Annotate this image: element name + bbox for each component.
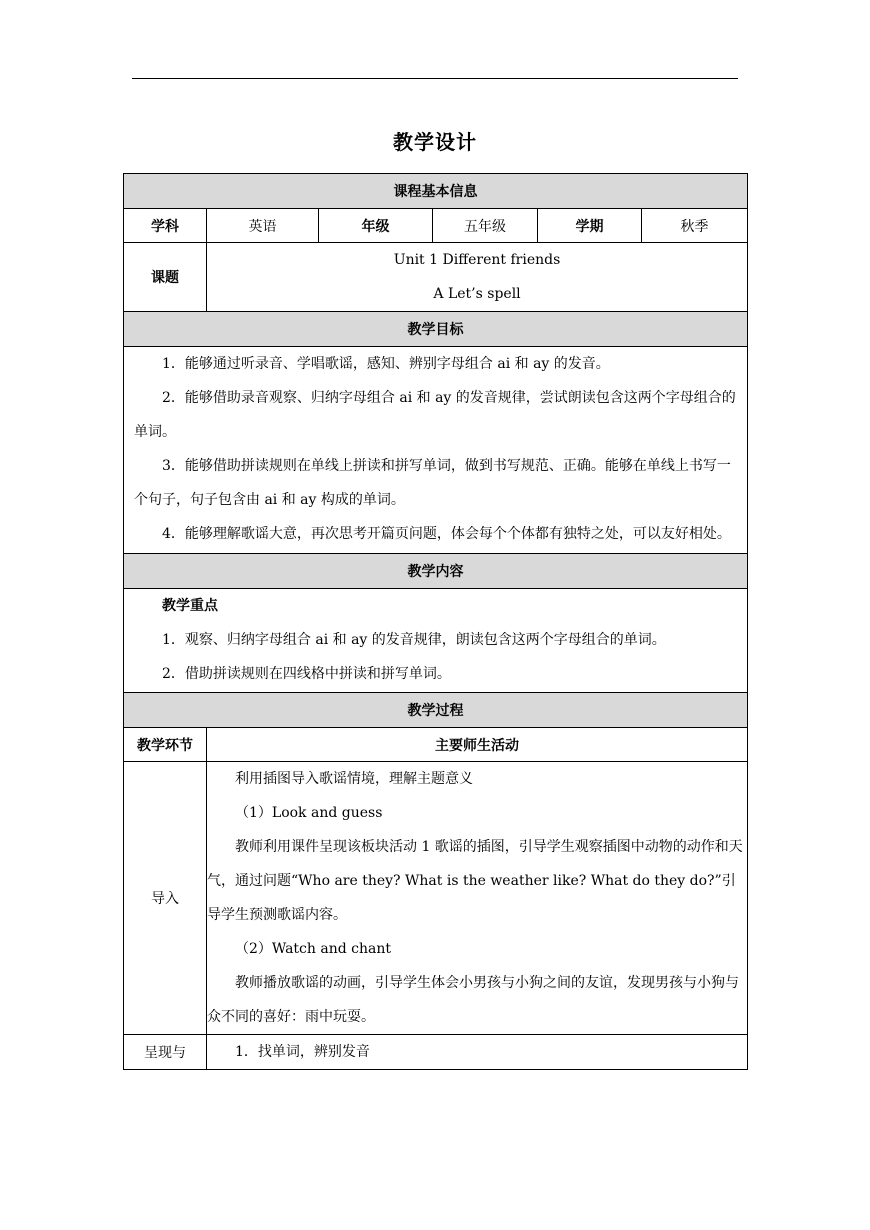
objectives-body — [124, 347, 748, 554]
activity-paragraph: （1）Look and guess — [235, 805, 383, 821]
document-title: 教学设计 — [393, 130, 477, 154]
topic-label: 课题 — [124, 243, 207, 312]
basic-info-header-row — [124, 174, 748, 209]
activity-paragraph: 1．找单词，辨别发音 — [235, 1044, 370, 1060]
key-point-item: 1．观察、归纳字母组合 ai 和 ay 的发音规律，朗读包含这两个字母组合的单词。 — [162, 632, 666, 648]
stage-name: 呈现与 — [124, 1035, 207, 1070]
objectives-row — [124, 347, 748, 554]
subject-label: 学科 — [124, 209, 207, 243]
stage-row-intro — [124, 762, 748, 1035]
objectives-header-row — [124, 312, 748, 347]
subject-value: 英语 — [207, 209, 319, 243]
activity-paragraph: 利用插图导入歌谣情境，理解主题意义 — [235, 771, 473, 787]
lesson-plan-table — [123, 173, 748, 1070]
process-columns-row — [124, 728, 748, 762]
objective-item: 2．能够借助录音观察、归纳字母组合 ai 和 ay 的发音规律，尝试朗读包含这两个字母组合的单词。 — [134, 390, 736, 440]
activity-paragraph: 教师播放歌谣的动画，引导学生体会小男孩与小狗之间的友谊，发现男孩与小狗与众不同的喜好：雨中玩耍。 — [207, 975, 739, 1025]
content-header: 教学内容 — [124, 554, 748, 589]
basic-info-header: 课程基本信息 — [124, 174, 748, 209]
process-header: 教学过程 — [124, 693, 748, 728]
objective-item: 4．能够理解歌谣大意，再次思考开篇页问题，体会每个个体都有独特之处，可以友好相处。 — [162, 526, 731, 542]
stage-activities — [207, 1035, 748, 1070]
objective-item: 1．能够通过听录音、学唱歌谣，感知、辨别字母组合 ai 和 ay 的发音。 — [162, 356, 610, 372]
content-row — [124, 589, 748, 693]
key-points-title: 教学重点 — [162, 598, 218, 614]
basic-info-row — [124, 209, 748, 243]
stage-name: 导入 — [124, 762, 207, 1035]
content-body — [124, 589, 748, 693]
topic-unit: Unit 1 Different friends — [393, 252, 561, 268]
objectives-header: 教学目标 — [124, 312, 748, 347]
key-point-item: 2．借助拼读规则在四线格中拼读和拼写单词。 — [162, 666, 451, 682]
stage-column-header: 教学环节 — [124, 728, 207, 762]
topic-row — [124, 243, 748, 312]
activity-paragraph: （2）Watch and chant — [235, 941, 391, 957]
topic-section: A Let’s spell — [433, 286, 521, 302]
objective-item: 3．能够借助拼读规则在单线上拼读和拼写单词，做到书写规范、正确。能够在单线上书写一个句子，句子包含由 ai 和 ay 构成的单词。 — [134, 458, 731, 508]
stage-row-presentation — [124, 1035, 748, 1070]
process-header-row — [124, 693, 748, 728]
grade-value: 五年级 — [433, 209, 538, 243]
term-value: 秋季 — [642, 209, 748, 243]
topic-value — [207, 243, 748, 312]
stage-activities — [207, 762, 748, 1035]
term-label: 学期 — [538, 209, 642, 243]
header-rule — [132, 78, 738, 79]
content-header-row — [124, 554, 748, 589]
activity-column-header: 主要师生活动 — [207, 728, 748, 762]
activity-paragraph: 教师利用课件呈现该板块活动 1 歌谣的插图，引导学生观察插图中动物的动作和天气，通过问题“Who are they? What is the weather like? What do they do?”引导学生预测歌谣内容。 — [207, 839, 743, 923]
grade-label: 年级 — [319, 209, 433, 243]
